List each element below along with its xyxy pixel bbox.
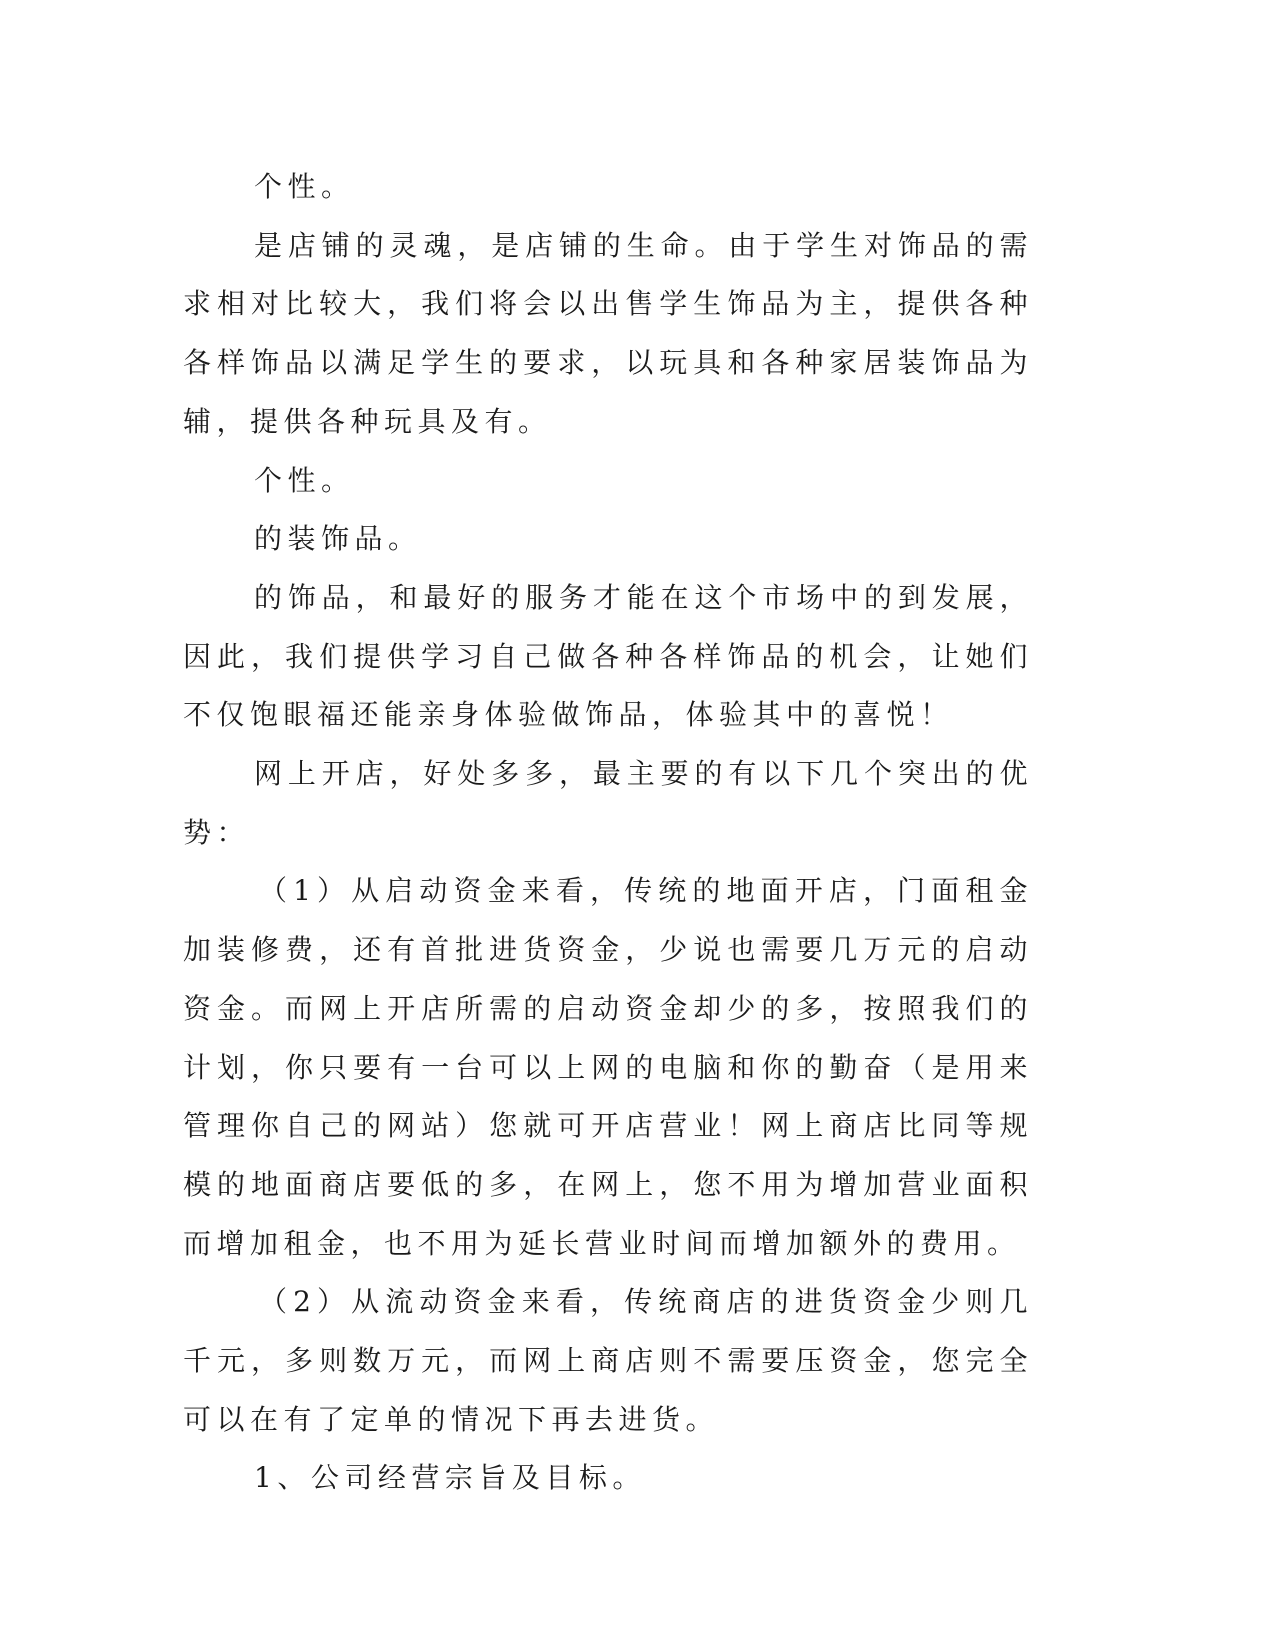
- paragraph-3: 个性。: [254, 463, 355, 497]
- paragraph-2: 是店铺的灵魂，是店铺的生命。由于学生对饰品的需求相对比较大，我们将会以出售学生饰品为主，提供各种各样饰品以满足学生的要求，以玩具和各种家居装饰品为辅，提供各种玩具及有。: [183, 228, 1033, 438]
- paragraph-6: 网上开店，好处多多，最主要的有以下几个突出的优势：: [183, 757, 1033, 849]
- document-body: [183, 158, 1033, 1508]
- paragraph-1: 个性。: [254, 170, 355, 203]
- paragraph-5: 的饰品，和最好的服务才能在这个市场中的到发展，因此，我们提供学习自己做各种各样饰品的机会，让她们不仅饱眼福还能亲身体验做饰品，体验其中的喜悦！: [183, 580, 1033, 732]
- paragraph-8: （2）从流动资金来看，传统商店的进货资金少则几千元，多则数万元，而网上商店则不需要压资金，您完全可以在有了定单的情况下再去进货。: [183, 1285, 1033, 1436]
- paragraph-7: （1）从启动资金来看，传统的地面开店，门面租金加装修费，还有首批进货资金，少说也需要几万元的启动资金。而网上开店所需的启动资金却少的多，按照我们的计划，你只要有一台可以上网的电脑和你的勤奋（是用来管理你自己的网站）您就可开店营业！网上商店比同等规模的地面商店要低的多，在网上，您不用为增加营业面积而增加租金，也不用为延长营业时间而增加额外的费用。: [183, 874, 1033, 1260]
- paragraph-4: 的装饰品。: [254, 522, 422, 556]
- section-heading: 1、公司经营宗旨及目标。: [254, 1461, 646, 1495]
